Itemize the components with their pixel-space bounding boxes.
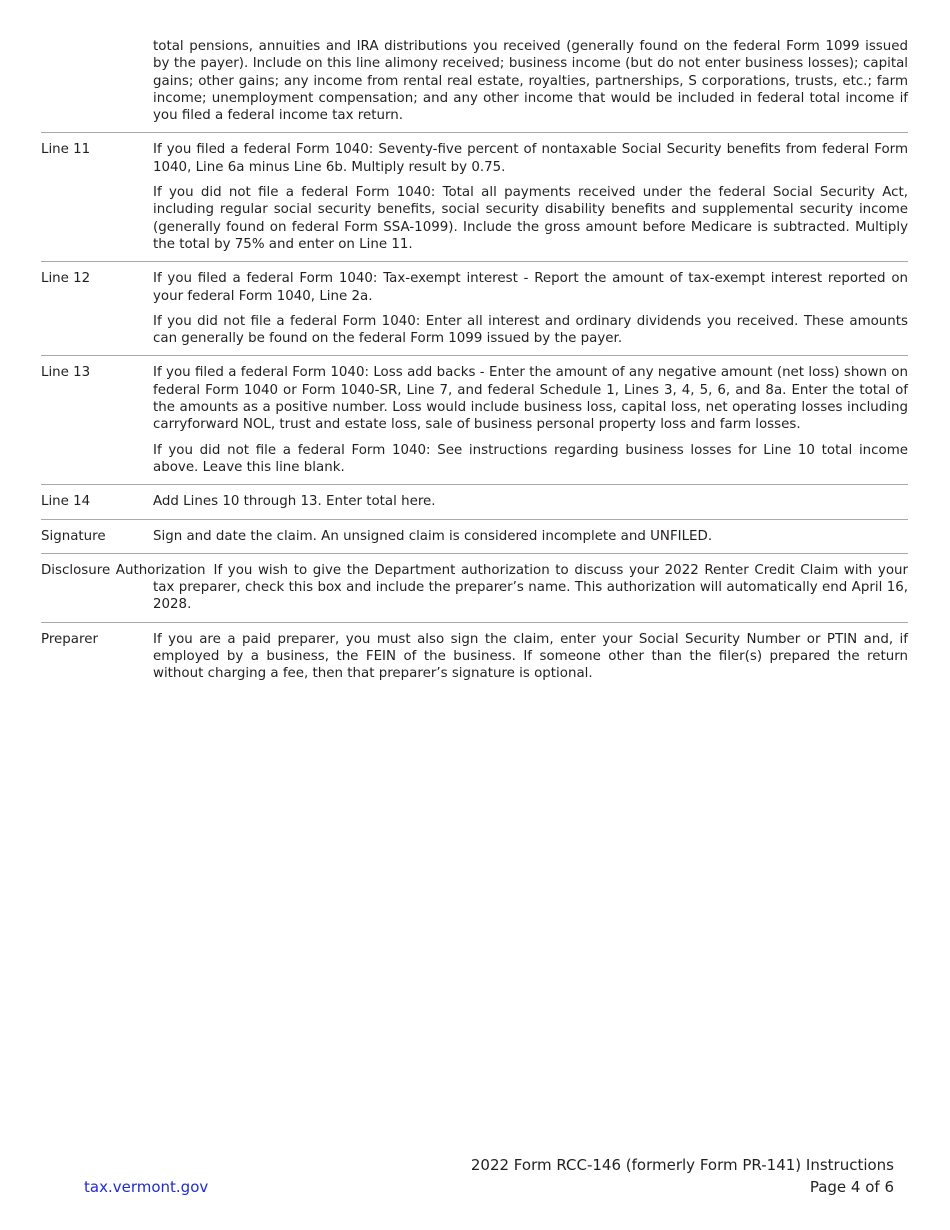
line-10-continuation bbox=[41, 38, 908, 132]
line-13-section bbox=[41, 355, 908, 484]
line-11-label: Line 11 bbox=[41, 142, 91, 158]
line-14-paragraph: Add Lines 10 through 13. Enter total here. bbox=[153, 494, 436, 510]
line-11-filed-paragraph: If you filed a federal Form 1040: Seventy-five percent of nontaxable Social Security benefits from federal Form 1040, Line 6a minus Line 6b. Multiply result by 0.75. bbox=[153, 142, 908, 175]
signature-label: Signature bbox=[41, 528, 106, 544]
preparer-paragraph: If you are a paid preparer, you must also sign the claim, enter your Social Security Number or PTIN and, if employed by a business, the FEIN of the business. If someone other than the filer(s) prepared the return without charging a fee, then that preparer’s signature is optional. bbox=[153, 631, 908, 682]
preparer-section bbox=[41, 622, 908, 691]
line-12-not-filed-paragraph: If you did not file a federal Form 1040: Enter all interest and ordinary dividends you received. These amounts can generally be found on the federal Form 1099 issued by the payer. bbox=[153, 313, 908, 347]
signature-paragraph: Sign and date the claim. An unsigned claim is considered incomplete and UNFILED. bbox=[153, 528, 713, 544]
line-12-filed-paragraph: If you filed a federal Form 1040: Tax-exempt interest - Report the amount of tax-exempt interest reported on your federal Form 1040, Line 2a. bbox=[153, 271, 908, 304]
intro-paragraph: total pensions, annuities and IRA distributions you received (generally found on the federal Form 1099 issued by the payer). Include on this line alimony received; business income (but do not enter business losses); capital gains; other gains; any income from rental real estate, royalties, partnerships, S corporations, trusts, etc.; farm income; unemployment compensation; and any other income that would be included in federal total income if you filed a federal income tax return. bbox=[153, 39, 908, 124]
line-11-not-filed-paragraph: If you did not file a federal Form 1040: Total all payments received under the federal Social Security Act, including regular social security benefits, social security disability benefits and supplemental security income (generally found on federal Form SSA-1099). Include the gross amount before Medicare is subtracted. Multiply the total by 75% and enter on Line 11. bbox=[153, 185, 908, 252]
line-14-section bbox=[41, 484, 908, 518]
disclosure-label: Disclosure Authorization bbox=[41, 562, 206, 578]
line-13-not-filed-paragraph: If you did not file a federal Form 1040: See instructions regarding business losses for Line 10 total income above. Leave this line blank. bbox=[153, 442, 908, 475]
line-13-filed-paragraph: If you filed a federal Form 1040: Loss add backs - Enter the amount of any negative amount (net loss) shown on federal Form 1040 or Form 1040-SR, Line 7, and federal Schedule 1, Lines 3, 4, 5, 6, and 8a. Enter the total of the amounts as a positive number. Loss would include business loss, capital loss, net operating losses including carryforward NOL, trust and estate loss, sale of business personal property loss and farm losses. bbox=[153, 365, 908, 433]
website-link[interactable]: tax.vermont.gov bbox=[84, 1178, 209, 1196]
page-footer bbox=[471, 1154, 894, 1198]
form-title: 2022 Form RCC-146 (formerly Form PR-141) Instructions bbox=[470, 1156, 894, 1174]
line-14-label: Line 14 bbox=[41, 494, 91, 510]
page-number: Page 4 of 6 bbox=[809, 1178, 894, 1196]
instructions-content bbox=[41, 38, 908, 691]
signature-section bbox=[41, 519, 908, 553]
line-13-label: Line 13 bbox=[41, 365, 91, 381]
line-12-section bbox=[41, 261, 908, 355]
preparer-label: Preparer bbox=[41, 631, 98, 647]
disclosure-section bbox=[41, 553, 908, 622]
line-12-label: Line 12 bbox=[41, 271, 91, 287]
line-11-section bbox=[41, 132, 908, 261]
section-label-empty bbox=[41, 38, 153, 124]
disclosure-text: If you wish to give the Department authorization to discuss your 2022 Renter Credit Claim with your tax preparer, check this box and include the preparer’s name. This authorization will automatically end April 16, 2028. bbox=[153, 562, 909, 613]
